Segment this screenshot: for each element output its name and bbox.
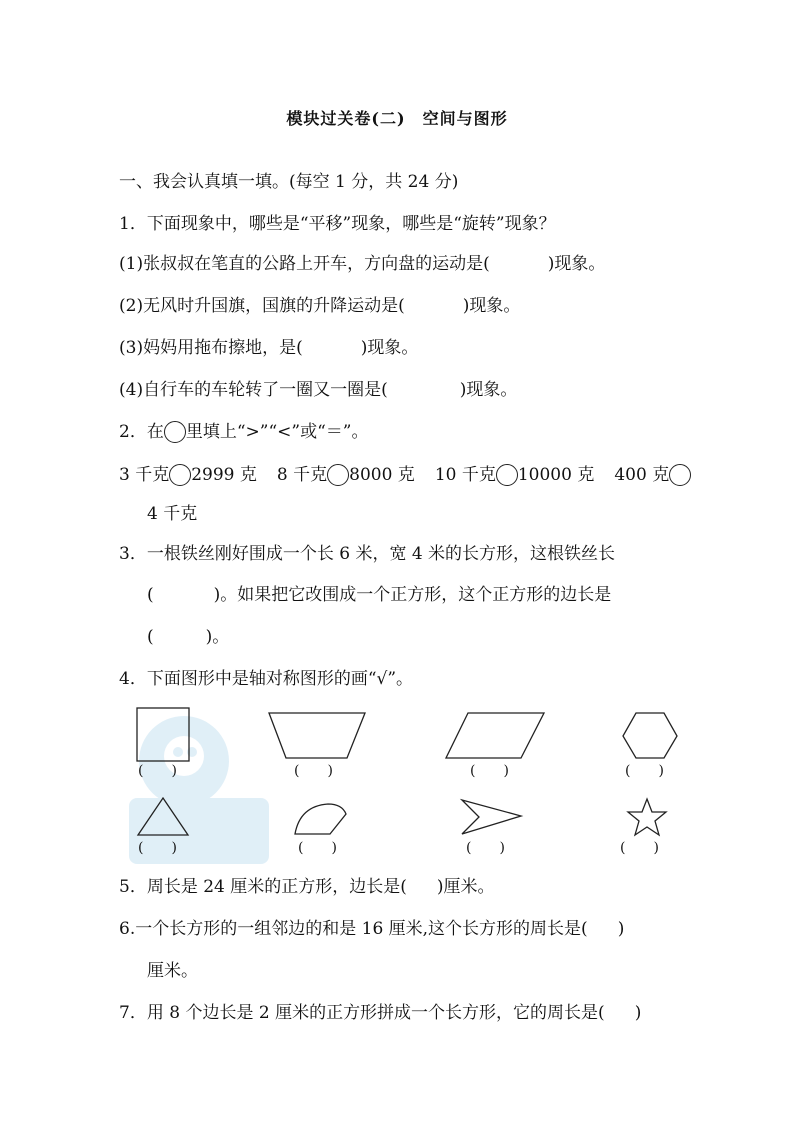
q2-item-right: 8000 克 [349,465,415,485]
arrow-shape [459,796,525,838]
question-3-line-1: 3．一根铁丝刚好围成一个长 6 米，宽 4 米的长方形，这根铁丝长 [119,544,616,564]
question-1-d [119,379,517,401]
q2-text-end: 里填上“>”“<”或“＝”。 [185,422,369,442]
trapezoid-shape [266,710,370,762]
q1b-text-end: )现象。 [462,296,521,316]
q2-item-left: 8 千克 [276,465,328,485]
q5-text: 5．周长是 24 厘米的正方形，边长是( [119,877,407,897]
q1d-text-end: )现象。 [459,380,518,400]
fan-shape [290,800,350,840]
answer-paren[interactable]: ( ) [294,763,333,779]
question-6-line-2: 厘米。 [147,961,198,981]
q2-item-right: 2999 克 [191,465,257,485]
question-1-b [119,295,520,317]
q3-paren-open: ( [147,627,154,647]
q3-text-end: )。 [205,627,230,647]
q2-text: 2．在 [119,422,164,442]
q3-paren-open: ( [147,585,154,605]
answer-paren[interactable]: ( ) [138,840,177,856]
parallelogram-shape [443,710,547,762]
answer-circle[interactable] [164,421,186,443]
question-4-stem: 4．下面图形中是轴对称图形的画“√”。 [119,669,414,689]
q2-item-left: 3 千克 [119,465,170,485]
answer-circle[interactable] [669,464,691,486]
question-5 [119,876,495,898]
answer-paren[interactable]: ( ) [466,840,505,856]
answer-paren[interactable]: ( ) [298,840,337,856]
q7-text-end: ) [634,1003,642,1023]
q1d-text: (4)自行车的车轮转了一圈又一圈是( [119,380,388,400]
q2-item-left: 10 千克 [434,465,496,485]
square-shape [134,706,194,766]
q3-text: )。如果把它改围成一个正方形，这个正方形的边长是 [213,585,612,605]
q6-text: 6.一个长方形的一组邻边的和是 16 厘米,这个长方形的周长是( [119,919,588,939]
question-7 [119,1002,641,1024]
answer-circle[interactable] [496,464,518,486]
answer-paren[interactable]: ( ) [470,763,509,779]
question-2-items [119,464,691,486]
q5-text-end: )厘米。 [436,877,495,897]
star-shape [625,796,669,838]
hexagon-shape [620,710,680,762]
answer-circle[interactable] [169,464,191,486]
q1c-text: (3)妈妈用拖布擦地，是( [119,338,303,358]
question-2-stem [119,421,368,443]
q2-item-left: 400 克 [614,465,670,485]
question-3-line-3 [147,626,229,648]
q2-item-right: 10000 克 [517,465,595,485]
page-title: 模块过关卷(二) 空间与图形 [286,109,508,128]
q1a-text-end: )现象。 [547,254,606,274]
section-heading: 一、我会认真填一填。(每空 1 分，共 24 分) [119,172,459,192]
answer-paren[interactable]: ( ) [625,763,664,779]
question-1-a [119,253,605,275]
q7-text: 7．用 8 个边长是 2 厘米的正方形拼成一个长方形，它的周长是( [119,1003,605,1023]
q1c-text-end: )现象。 [360,338,419,358]
question-1-c [119,337,418,359]
question-6-line-1 [119,918,624,940]
answer-circle[interactable] [327,464,349,486]
answer-paren[interactable]: ( ) [138,763,177,779]
q1b-text: (2)无风时升国旗，国旗的升降运动是( [119,296,405,316]
triangle-shape [135,795,191,839]
answer-paren[interactable]: ( ) [620,840,659,856]
q6-text-end: ) [617,919,625,939]
q1a-text: (1)张叔叔在笔直的公路上开车，方向盘的运动是( [119,254,490,274]
question-2-wrap: 4 千克 [147,504,198,524]
question-3-line-2 [147,584,611,606]
question-1-stem: 1．下面现象中，哪些是“平移”现象，哪些是“旋转”现象？ [119,214,556,234]
